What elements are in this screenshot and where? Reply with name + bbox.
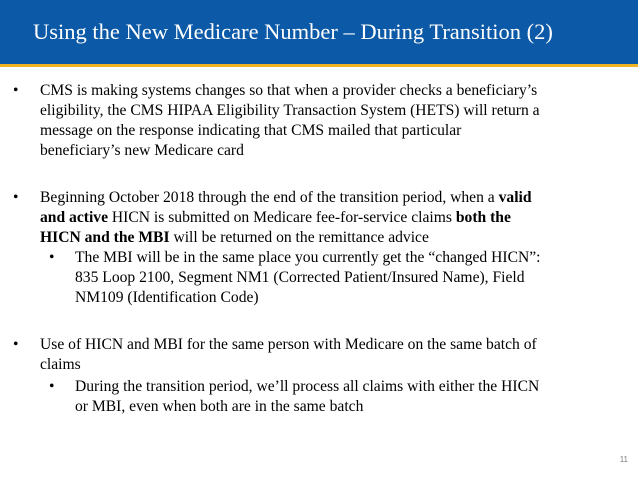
bold-text-run: HICN and the MBI — [40, 229, 170, 246]
bullet-2-sub-line-2: 835 Loop 2100, Segment NM1 (Corrected Patient/Insured Name), Field — [75, 269, 525, 286]
bullet-dot: • — [13, 82, 19, 99]
bullet-1-line-2: eligibility, the CMS HIPAA Eligibility Transaction System (HETS) will return a — [40, 102, 540, 119]
bullet-3-sub-line-1: During the transition period, we’ll process all claims with either the HICN — [75, 378, 540, 395]
bullet-1-line-4: beneficiary’s new Medicare card — [40, 142, 244, 159]
slide-title: Using the New Medicare Number – During Transition (2) — [33, 19, 553, 44]
bullet-2-sub-line-3: NM109 (Identification Code) — [75, 289, 259, 306]
bullet-1-text — [40, 81, 620, 161]
bullet-2-sub-line-1: The MBI will be in the same place you currently get the “changed HICN”: — [75, 249, 541, 266]
bullet-2-sub-1-text — [75, 248, 615, 308]
text-run: Beginning October 2018 through the end of the transition period, when a — [40, 189, 499, 206]
bullet-dot: • — [49, 378, 55, 395]
bold-text-run: and active — [40, 209, 109, 226]
bullet-3-sub-line-2: or MBI, even when both are in the same batch — [75, 398, 364, 415]
bullet-2-line-3 — [40, 228, 620, 248]
bullet-3-sub-1-text — [75, 377, 615, 417]
bullet-2-line-1 — [40, 188, 620, 208]
bullet-2-text — [40, 188, 620, 248]
text-run: HICN is submitted on Medicare fee-for-service claims — [108, 209, 456, 226]
bold-text-run: both the — [455, 209, 511, 226]
text-run: will be returned on the remittance advice — [169, 229, 429, 246]
bullet-dot: • — [13, 336, 19, 353]
bullet-2-line-2 — [40, 208, 620, 228]
bullet-3-line-1: Use of HICN and MBI for the same person with Medicare on the same batch of — [40, 336, 537, 353]
bullet-dot: • — [13, 189, 19, 206]
bullet-1-line-1: CMS is making systems changes so that when a provider checks a beneficiary’s — [40, 82, 538, 99]
bullet-dot: • — [49, 249, 55, 266]
bullet-3-line-2: claims — [40, 356, 81, 373]
page-number: 11 — [619, 455, 628, 464]
bold-text-run: valid — [498, 189, 532, 206]
bullet-3-text — [40, 335, 620, 375]
bullet-1-line-3: message on the response indicating that CMS mailed that particular — [40, 122, 462, 139]
